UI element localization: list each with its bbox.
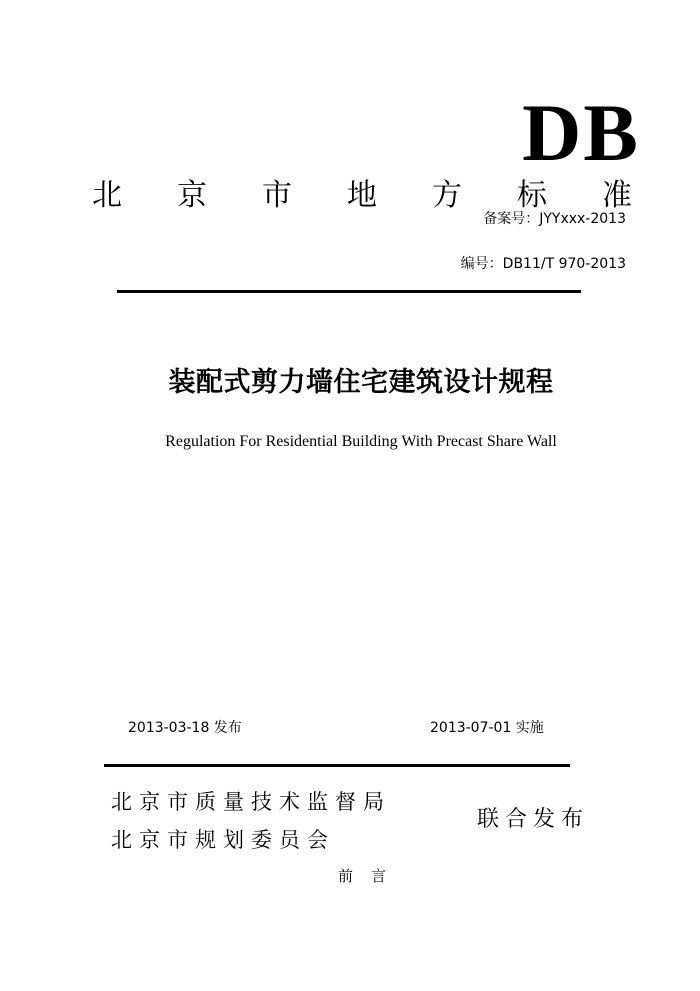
standard-type-char: 地 — [347, 178, 377, 213]
joint-issue-label: 联合发布 — [477, 807, 590, 832]
standard-type-char: 方 — [432, 178, 462, 213]
top-divider — [117, 290, 581, 293]
standard-type-char: 准 — [602, 178, 632, 213]
foreword-heading: 前言 — [338, 867, 405, 885]
document-title-english: Regulation For Residential Building With Precast Share Wall — [165, 433, 557, 450]
implementation-date: 2013-07-01 实施 — [430, 720, 544, 736]
record-number: 备案号：JYYxxx-2013 — [483, 211, 626, 227]
issuer-quality-bureau: 北京市质量技术监督局 — [111, 790, 391, 814]
standard-type-char: 标 — [517, 178, 547, 213]
issuer-planning-commission: 北京市规划委员会 — [111, 828, 335, 852]
standard-type-char: 京 — [177, 178, 207, 213]
standard-type-char: 市 — [262, 178, 292, 213]
standard-number: 编号：DB11/T 970-2013 — [460, 256, 626, 272]
db-logo: DB — [522, 87, 640, 178]
issue-date: 2013-03-18 发布 — [128, 720, 242, 736]
standard-type-char: 北 — [92, 178, 122, 213]
document-title: 装配式剪力墙住宅建筑设计规程 — [168, 367, 554, 398]
bottom-divider — [104, 764, 570, 767]
